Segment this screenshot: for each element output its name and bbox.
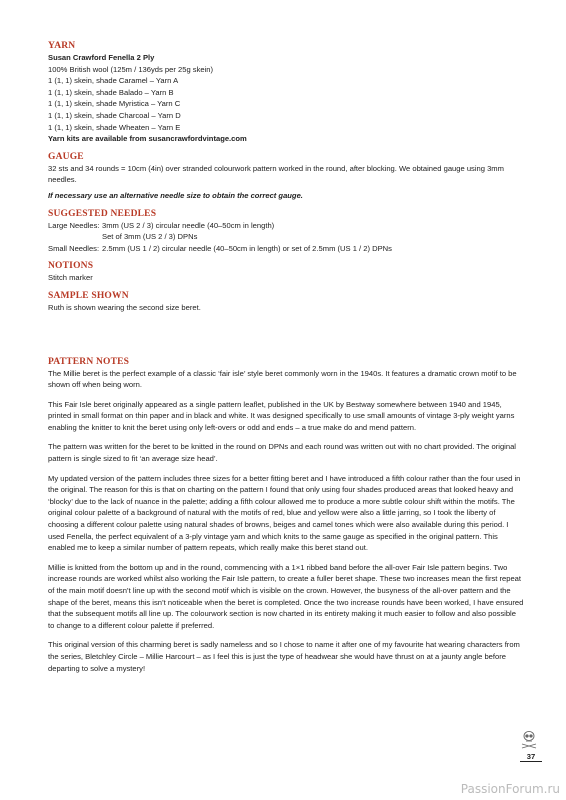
- yarn-name: Susan Crawford Fenella 2 Ply: [48, 53, 155, 62]
- pattern-notes-section: [48, 356, 524, 675]
- large-needles-label: Large Needles:: [48, 220, 100, 230]
- sample-section: [48, 290, 524, 314]
- pattern-notes-paragraph: The Millie beret is the perfect example of a classic ‘fair isle’ style beret commonly worn in the 1940s. It features a dramatic crown motif to be shown off when being worn.: [48, 368, 517, 390]
- yarn-line: 1 (1, 1) skein, shade Charcoal – Yarn D: [48, 110, 181, 120]
- notions-section: [48, 260, 524, 284]
- pattern-notes-paragraph: This original version of this charming beret is sadly nameless and so I chose to name it after one of my favourite hat wearing characters from the series, Bletchley Circle – Millie Harcourt – as I feel this is just the type of headwear she would have thrust on at a jaunty angle before departing to solve a mystery!: [48, 640, 520, 673]
- yarn-kits: Yarn kits are available from susancrawfordvintage.com: [48, 134, 247, 144]
- sample-text: Ruth is shown wearing the second size beret.: [48, 302, 201, 312]
- yarn-line: 1 (1, 1) skein, shade Wheaten – Yarn E: [48, 122, 181, 132]
- page-content: [48, 40, 524, 682]
- yarn-line: 1 (1, 1) skein, shade Balado – Yarn B: [48, 87, 174, 97]
- large-needles-value: Set of 3mm (US 2 / 3) DPNs: [102, 232, 198, 242]
- small-needles-label: Small Needles:: [48, 243, 100, 253]
- gauge-heading: GAUGE: [48, 151, 84, 162]
- yarn-section: [48, 40, 524, 145]
- pattern-notes-paragraph: Millie is knitted from the bottom up and in the round, commencing with a 1×1 ribbed band before the all-over Fair Isle pattern begins. Two increase rounds are worked whilst also working the Fair Isle pattern, to create a fuller beret shape. These two increases mean the first repeat of the main motif doesn’t line up with the second motif which is visible on the crown. However, the busyness of the all-over pattern and the shape of the beret, means this isn’t noticeable when the beret is completed. Once the two increase rounds have been worked, I have ensured that the subsequent motifs all line up. The colourwork section is now charted in its entirety making it much easier to follow and also possible to change to a different colour palette if preferred.: [48, 562, 524, 630]
- needles-section: [48, 208, 524, 255]
- skull-emblem-icon: [518, 728, 540, 750]
- gauge-text: 32 sts and 34 rounds = 10cm (4in) over stranded colourwork pattern worked in the round, after blocking. We obtained gauge using 3mm needles.: [48, 163, 504, 185]
- pattern-notes-paragraph: This Fair Isle beret originally appeared as a single pattern leaflet, published in the UK by Bestway somewhere between 1940 and 1945, printed in small format on thin paper and in black and white. It was designed specifically to use small amounts of vintage 3-ply weight yarns enabling the knitter to knit the beret using only left-overs or odd and ends – a true make do and mend pattern.: [48, 399, 515, 432]
- small-needles-value: 2.5mm (US 1 / 2) circular needle (40–50cm in length) or set of 2.5mm (US 1 / 2) DPNs: [102, 243, 392, 253]
- yarn-line: 100% British wool (125m / 136yds per 25g skein): [48, 64, 214, 74]
- watermark: PassionForum.ru: [460, 782, 560, 796]
- yarn-heading: YARN: [48, 41, 76, 51]
- yarn-line: 1 (1, 1) skein, shade Caramel – Yarn A: [48, 76, 179, 86]
- sample-heading: SAMPLE SHOWN: [48, 290, 129, 301]
- notions-text: Stitch marker: [48, 273, 93, 283]
- gauge-note: If necessary use an alternative needle size to obtain the correct gauge.: [48, 190, 303, 200]
- page-number-rule: [520, 761, 542, 762]
- needles-heading: SUGGESTED NEEDLES: [48, 208, 157, 219]
- large-needles-value: 3mm (US 2 / 3) circular needle (40–50cm in length): [102, 220, 275, 230]
- gauge-section: [48, 151, 524, 202]
- page-number: 37: [526, 752, 536, 761]
- needles-list: [48, 220, 524, 255]
- pattern-notes-paragraph: The pattern was written for the beret to be knitted in the round on DPNs and each round was written out with no chart provided. The original pattern is single sized to fit ‘an average size head’.: [48, 442, 516, 464]
- notions-heading: NOTIONS: [48, 261, 94, 272]
- yarn-line: 1 (1, 1) skein, shade Myristica – Yarn C: [48, 99, 181, 109]
- pattern-notes-heading: PATTERN NOTES: [48, 356, 130, 367]
- pattern-notes-paragraph: My updated version of the pattern includes three sizes for a better fitting beret and I have introduced a fifth colour rather than the four used in the original. The reason for this is that on charting on the pattern I found that only using four shades produced areas that looked heavy and ‘blocky’ due to the lack of nuance in the palette; adding a fifth colour allowed me to produce a more subtle colour shift within the motifs. The original colour palette of a background of natural with the motifs of red, blue and yellow were also a little jarring, so I took the liberty of choosing a different colour palette using natural shades of browns, beiges and camel tones which were also available during this period. I used Fenella, the perfect equivalent of a 3-ply vintage yarn and which knits to the same gauge as specified in the original pattern. This enabled me to keep a similar number of pattern repeats, which really make this beret stand out.: [48, 473, 521, 553]
